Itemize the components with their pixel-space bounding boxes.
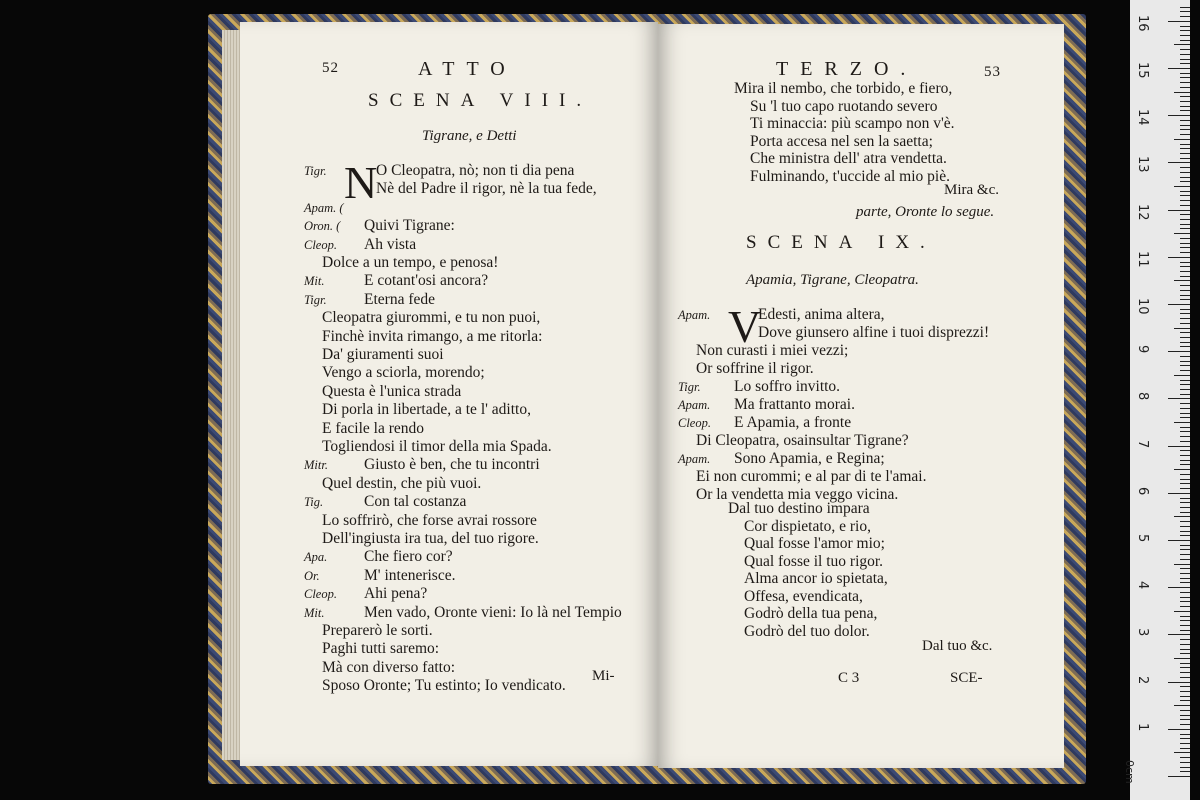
verse-line: Dell'ingiusta ira tua, del tuo rigore. [322,530,539,547]
ruler-tick [1180,266,1190,267]
verse-line: Da' giuramenti suoi [322,346,444,363]
verse-line: Che fiero cor? [364,548,453,566]
ruler-tick [1180,243,1190,244]
ruler-tick [1180,710,1190,711]
ruler-tick [1180,365,1190,366]
verse-line: Nè del Padre il rigor, nè la tua fede, [376,180,597,198]
verse-line: E facile la rendo [322,419,424,437]
verse-line: Giusto è ben, che tu incontri [364,456,540,474]
ruler-tick [1180,271,1190,272]
verse-line: Cleopatra giurommi, e tu non puoi, [322,309,541,327]
ruler-tick [1180,177,1190,178]
ruler-tick [1180,464,1190,465]
ruler-number: 11 [1135,250,1150,268]
ruler-tick [1174,233,1190,234]
speaker-label: Cleop. [304,237,337,252]
ruler-tick [1180,148,1190,149]
ruler-tick [1180,616,1190,617]
ruler-tick [1180,219,1190,220]
ruler-number: 6 [1135,486,1150,496]
ruler-tick [1180,436,1190,437]
ruler-tick [1180,214,1190,215]
ruler-tick [1174,469,1190,470]
ruler-tick [1168,398,1190,399]
ruler-tick [1180,63,1190,64]
ruler-tick [1180,554,1190,555]
verse-line: Cor dispietato, e rio, [744,517,871,535]
ruler-tick [1180,748,1190,749]
left-running-head: ATTO [418,58,517,80]
ruler-tick [1180,734,1190,735]
ruler-tick [1180,35,1190,36]
ruler-tick [1180,483,1190,484]
verse-line: Quel destin, che più vuoi. [322,474,482,492]
ruler-tick [1168,446,1190,447]
ruler-number: 16 [1135,14,1150,32]
verse-line: Eterna fede [364,290,435,308]
verse-line: Mira il nembo, che torbido, e fiero, [734,80,953,97]
ruler-tick [1180,578,1190,579]
ruler-unit-label: 0cm [1123,760,1136,784]
ruler-number: 3 [1135,628,1150,637]
ruler-tick [1168,729,1190,730]
ruler-tick [1180,573,1190,574]
ruler-number: 7 [1135,439,1150,448]
verse-line: Ti minaccia: più scampo non v'è. [750,115,955,132]
ruler-tick [1180,417,1190,418]
ruler-tick [1180,413,1190,414]
ruler-number: 1 [1135,722,1150,732]
verse-line: Porta accesa nel sen la saetta; [750,132,933,150]
ruler-number: 10 [1135,298,1150,315]
right-stage-direction: parte, Oronte lo segue. [856,204,995,220]
ruler-tick [1180,408,1190,409]
ruler-tick [1180,224,1190,225]
ruler-tick [1180,592,1190,593]
ruler-tick [1180,82,1190,83]
ruler-tick [1180,380,1190,381]
ruler-tick [1180,110,1190,111]
verse-line: Con tal costanza [364,493,467,511]
ruler-tick [1168,493,1190,494]
ruler-tick [1180,125,1190,126]
verse-line: Dove giunsero alfine i tuoi disprezzi! [758,324,990,341]
verse-line: Or soffrine il rigor. [696,360,814,377]
verse-line: Ahi pena? [364,585,428,603]
verse-line: Alma ancor io spietata, [744,570,888,587]
right-page [658,24,1064,768]
ruler-tick [1174,139,1190,140]
ruler-tick [1180,672,1190,673]
ruler-tick [1168,304,1190,305]
verse-line: Lo soffro invitto. [734,378,841,395]
ruler-tick [1180,696,1190,697]
ruler-tick [1180,318,1190,319]
ruler-tick [1174,375,1190,376]
ruler-tick [1180,653,1190,654]
ruler-tick [1180,77,1190,78]
speaker-label: Apam. [678,308,711,322]
ruler-tick [1180,625,1190,626]
ruler-tick [1180,512,1190,513]
ruler-tick [1174,658,1190,659]
ruler-tick [1180,568,1190,569]
ruler-tick [1180,498,1190,499]
ruler-tick [1180,167,1190,168]
speaker-label: Apa. [304,550,328,565]
ruler-tick [1180,247,1190,248]
ruler-tick [1180,313,1190,314]
verse-line: M' intenerisce. [364,566,456,584]
speaker-label: Oron. ( [304,219,341,234]
ruler-tick [1180,767,1190,768]
ruler-tick [1168,634,1190,635]
left-page [240,22,658,766]
ruler-tick [1180,691,1190,692]
verse-line: O Cleopatra, nò; non ti dia pena [376,162,575,179]
verse-line: Men vado, Oronte vieni: Io là nel Tempio [364,603,622,621]
ruler-tick [1180,639,1190,640]
ruler-tick [1168,257,1190,258]
ruler-tick [1168,351,1190,352]
verse-line: Questa è l'unica strada [322,382,462,400]
verse-line: Finchè invita rimango, a me ritorla: [322,327,543,345]
ruler-tick [1180,630,1190,631]
ruler-tick [1180,549,1190,550]
verse-line: Quivi Tigrane: [364,217,455,235]
ruler-tick [1168,776,1190,777]
ruler-tick [1174,186,1190,187]
ruler-number: 4 [1135,581,1150,590]
ruler-tick [1180,644,1190,645]
verse-line: Qual fosse il tuo rigor. [744,552,884,570]
ruler-tick [1180,719,1190,720]
ruler-tick [1180,87,1190,88]
right-drop-cap: V [728,301,762,352]
ruler-tick [1180,479,1190,480]
ruler-number: 2 [1135,675,1150,684]
ruler-tick [1174,328,1190,329]
ruler-tick [1174,516,1190,517]
ruler-tick [1180,332,1190,333]
ruler-tick [1180,356,1190,357]
speaker-label: Apam. [678,398,711,412]
ruler-tick [1180,120,1190,121]
ruler-tick [1180,507,1190,508]
ruler-number: 8 [1135,392,1150,401]
speaker-label: Tigr. [304,164,327,178]
ruler-tick [1180,474,1190,475]
right-running-head: TERZO. [776,58,918,80]
verse-line: Qual fosse l'amor mio; [744,535,885,552]
ruler-tick [1174,92,1190,93]
ruler-tick [1180,16,1190,17]
measurement-ruler [1123,0,1190,800]
ruler-tick [1180,460,1190,461]
verse-line: Togliendosi il timor della mia Spada. [322,438,552,455]
ruler-tick [1180,531,1190,532]
ruler-tick [1168,68,1190,69]
ruler-tick [1180,252,1190,253]
ruler-tick [1180,545,1190,546]
ruler-tick [1180,323,1190,324]
ruler-tick [1180,153,1190,154]
ruler-tick [1174,564,1190,565]
ruler-tick [1180,191,1190,192]
ruler-tick [1180,441,1190,442]
ruler-number: 9 [1135,345,1150,354]
verse-line: Paghi tutti saremo: [322,640,440,658]
ruler-tick [1180,30,1190,31]
ruler-tick [1180,361,1190,362]
ruler-tick [1168,210,1190,211]
ruler-tick [1180,26,1190,27]
speaker-label: Apam. ( [304,200,344,215]
ruler-number: 13 [1135,156,1150,173]
ruler-tick [1180,49,1190,50]
ruler-tick [1180,346,1190,347]
ruler-tick [1180,762,1190,763]
ruler-tick [1180,40,1190,41]
ruler-tick [1180,370,1190,371]
ruler-tick [1180,11,1190,12]
verse-line: Di Cleopatra, osainsultar Tigrane? [696,432,909,449]
ruler-tick [1174,752,1190,753]
verse-line: Godrò del tuo dolor. [744,622,870,640]
ruler-tick [1180,455,1190,456]
ruler-tick [1180,7,1190,8]
ruler-tick [1180,663,1190,664]
ruler-tick [1180,526,1190,527]
verse-line: Sono Apamia, e Regina; [734,450,885,467]
ruler-tick [1168,540,1190,541]
verse-line: E Apamia, a fronte [734,414,852,431]
ruler-tick [1180,597,1190,598]
speaker-label: Apam. [678,452,711,466]
verse-line: Che ministra dell' atra vendetta. [750,150,947,167]
speaker-label: Tigr. [678,380,701,394]
ruler-tick [1180,96,1190,97]
ruler-number: 5 [1135,534,1150,543]
ruler-tick [1180,606,1190,607]
ruler-tick [1180,724,1190,725]
ruler-tick [1168,682,1190,683]
right-dacapo-1: Mira &c. [944,182,999,198]
ruler-tick [1180,771,1190,772]
ruler-tick [1180,384,1190,385]
ruler-tick [1180,73,1190,74]
speaker-label: Or. [304,568,320,583]
right-dacapo-2: Dal tuo &c. [922,638,993,654]
ruler-tick [1180,620,1190,621]
ruler-tick [1180,290,1190,291]
ruler-tick [1174,705,1190,706]
speaker-label: Tig. [304,495,324,510]
ruler-tick [1180,488,1190,489]
ruler-tick [1180,757,1190,758]
right-signature: C 3 [838,670,860,686]
verse-line: Ah vista [364,235,417,253]
verse-line: Offesa, evendicata, [744,587,863,605]
ruler-tick [1180,601,1190,602]
verse-line: Non curasti i miei vezzi; [696,342,849,359]
ruler-tick [1180,205,1190,206]
ruler-tick [1180,200,1190,201]
ruler-tick [1180,309,1190,310]
ruler-tick [1168,21,1190,22]
verse-line: Sposo Oronte; Tu estinto; Io vendicato. [322,677,566,695]
ruler-tick [1180,295,1190,296]
verse-line: Ma frattanto morai. [734,396,855,413]
verse-line: Di porla in libertade, a te l' aditto, [322,401,531,419]
verse-line: Fulminando, t'uccide al mio piè. [750,167,950,185]
ruler-tick [1180,299,1190,300]
ruler-tick [1180,582,1190,583]
ruler-tick [1174,422,1190,423]
right-persons: Apamia, Tigrane, Cleopatra. [746,272,919,288]
ruler-tick [1168,587,1190,588]
speaker-label: Mit. [304,274,325,289]
ruler-tick [1180,158,1190,159]
left-catchword: Mi- [592,668,615,684]
ruler-tick [1168,115,1190,116]
verse-line: Ei non curommi; e al par di te l'amai. [696,468,927,485]
ruler-tick [1180,743,1190,744]
ruler-tick [1180,172,1190,173]
ruler-tick [1180,700,1190,701]
speaker-label: Cleop. [304,587,337,602]
right-scene-title: SCENA IX. [746,232,936,253]
verse-line: Godrò della tua pena, [744,605,878,622]
speaker-label: Tigr. [304,292,327,307]
verse-line: E cotant'osi ancora? [364,272,489,290]
ruler-number: 15 [1135,62,1150,79]
ruler-tick [1180,337,1190,338]
ruler-tick [1180,559,1190,560]
verse-line: Vengo a sciorla, morendo; [322,364,485,382]
ruler-tick [1180,427,1190,428]
ruler-tick [1174,611,1190,612]
ruler-tick [1180,285,1190,286]
ruler-tick [1174,280,1190,281]
right-catchword: SCE- [950,670,983,686]
ruler-tick [1180,181,1190,182]
ruler-tick [1180,667,1190,668]
ruler-tick [1180,403,1190,404]
ruler-number: 14 [1135,109,1150,126]
left-drop-cap: N [344,157,378,208]
ruler-tick [1180,649,1190,650]
verse-line: Lo soffrirò, che forse avrai rossore [322,511,537,529]
ruler-tick [1180,677,1190,678]
ruler-tick [1180,389,1190,390]
ruler-number: 12 [1135,203,1150,221]
ruler-tick [1180,54,1190,55]
ruler-tick [1180,535,1190,536]
ruler-tick [1180,715,1190,716]
speaker-label: Cleop. [678,416,711,430]
speaker-label: Mit. [304,605,325,620]
verse-line: Su 'l tuo capo ruotando severo [750,97,938,115]
left-scene-title: SCENA VIII. [368,90,593,111]
right-folio: 53 [984,64,1001,80]
ruler-tick [1168,162,1190,163]
ruler-tick [1180,276,1190,277]
verse-line: Dal tuo destino impara [728,500,870,517]
ruler-tick [1180,450,1190,451]
ruler-tick [1180,342,1190,343]
verse-line: Edesti, anima altera, [758,306,885,323]
ruler-tick [1180,129,1190,130]
ruler-tick [1174,44,1190,45]
ruler-tick [1180,431,1190,432]
ruler-tick [1180,394,1190,395]
ruler-tick [1180,106,1190,107]
ruler-tick [1180,502,1190,503]
ruler-tick [1180,195,1190,196]
verse-line: Or la vendetta mia veggo vicina. [696,486,899,503]
ruler-tick [1180,101,1190,102]
ruler-tick [1180,238,1190,239]
left-folio: 52 [322,60,339,76]
verse-line: Preparerò le sorti. [322,622,433,639]
ruler-tick [1180,134,1190,135]
ruler-tick [1180,521,1190,522]
ruler-tick [1180,686,1190,687]
verse-line: Mà con diverso fatto: [322,658,456,676]
ruler-tick [1180,144,1190,145]
ruler-tick [1180,262,1190,263]
ruler-tick [1180,228,1190,229]
ruler-tick [1180,738,1190,739]
ruler-tick [1180,59,1190,60]
verse-line: Dolce a un tempo, e penosa! [322,254,499,271]
speaker-label: Mitr. [304,458,328,473]
left-persons: Tigrane, e Detti [422,128,517,144]
